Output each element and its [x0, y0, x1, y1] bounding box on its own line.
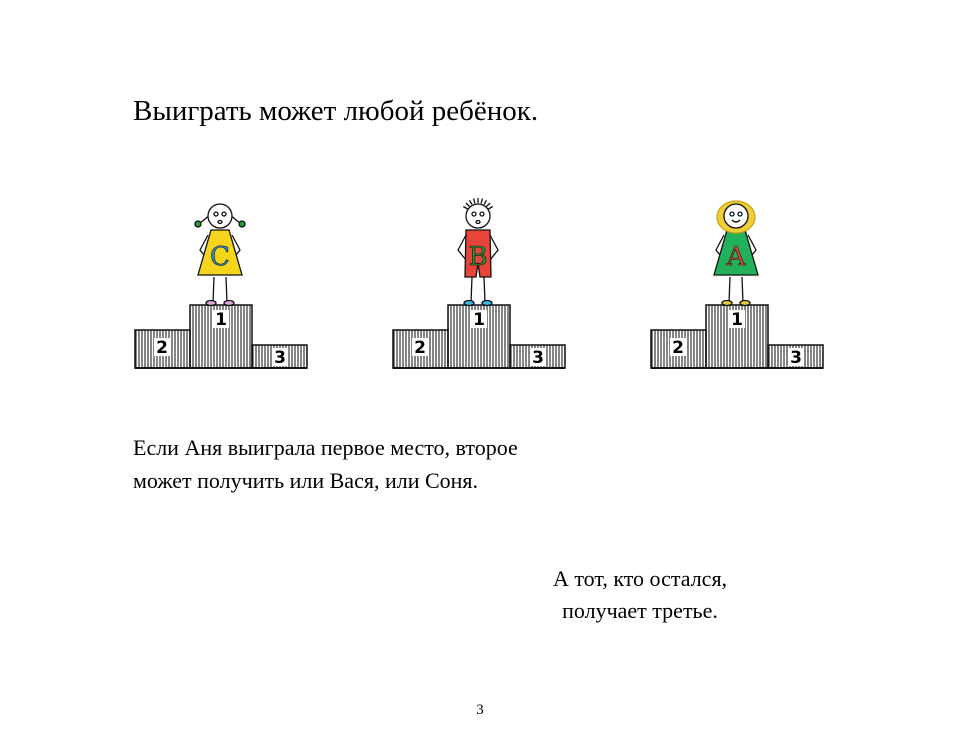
podium	[135, 305, 307, 368]
hair-spike	[466, 203, 470, 207]
left-leg	[471, 277, 472, 303]
hair-spike	[463, 207, 467, 210]
head	[466, 204, 490, 228]
text-line: А тот, кто остался,	[552, 566, 728, 591]
podium-place-2: 2	[156, 338, 168, 358]
right-leg	[226, 277, 227, 303]
shirt-letter: A	[726, 242, 746, 272]
podium-place-2: 2	[414, 338, 426, 358]
podium	[651, 305, 823, 368]
left-shoe	[206, 301, 216, 306]
right-shoe	[224, 301, 234, 306]
podium-place-1: 1	[731, 310, 743, 330]
hair-spike	[488, 207, 492, 210]
left-leg	[729, 277, 730, 303]
shirt-letter: B	[468, 242, 488, 272]
podium-place-3: 3	[274, 348, 286, 368]
hair-spike	[484, 200, 487, 204]
hair-spike	[474, 199, 475, 204]
right-shoe	[482, 301, 492, 306]
podium-place-3: 3	[532, 348, 544, 368]
shirt-letter: C	[210, 242, 230, 272]
right-shoe	[740, 301, 750, 306]
text-line: Если Аня выиграла первое место, второе	[133, 435, 518, 460]
right-bow	[239, 221, 245, 227]
hair-spike	[481, 199, 482, 204]
scene-anya	[648, 195, 828, 375]
podium-illustration	[390, 195, 570, 375]
head	[724, 204, 748, 228]
right-leg	[484, 277, 485, 303]
hair-spike	[486, 203, 490, 207]
left-leg	[213, 277, 214, 303]
hair-spike	[470, 200, 473, 204]
podium-place-1: 1	[215, 310, 227, 330]
page-title: Выиграть может любой ребёнок.	[133, 95, 539, 127]
left-shoe	[722, 301, 732, 306]
podium-illustration	[648, 195, 828, 375]
text-line: может получить или Вася, или Соня.	[133, 468, 479, 493]
paragraph-third-place	[520, 563, 760, 627]
head	[208, 204, 232, 228]
left-bow	[195, 221, 201, 227]
podium-place-1: 1	[473, 310, 485, 330]
podium-place-3: 3	[790, 348, 802, 368]
right-leg	[742, 277, 743, 303]
podium-place-2: 2	[672, 338, 684, 358]
podium	[393, 305, 565, 368]
text-line: получает третье.	[562, 598, 718, 623]
page-number: 3	[476, 702, 484, 718]
left-shoe	[464, 301, 474, 306]
podium-illustration	[132, 195, 312, 375]
scene-sonya	[132, 195, 312, 375]
scene-vasya	[390, 195, 570, 375]
paragraph-first-place	[133, 431, 518, 497]
